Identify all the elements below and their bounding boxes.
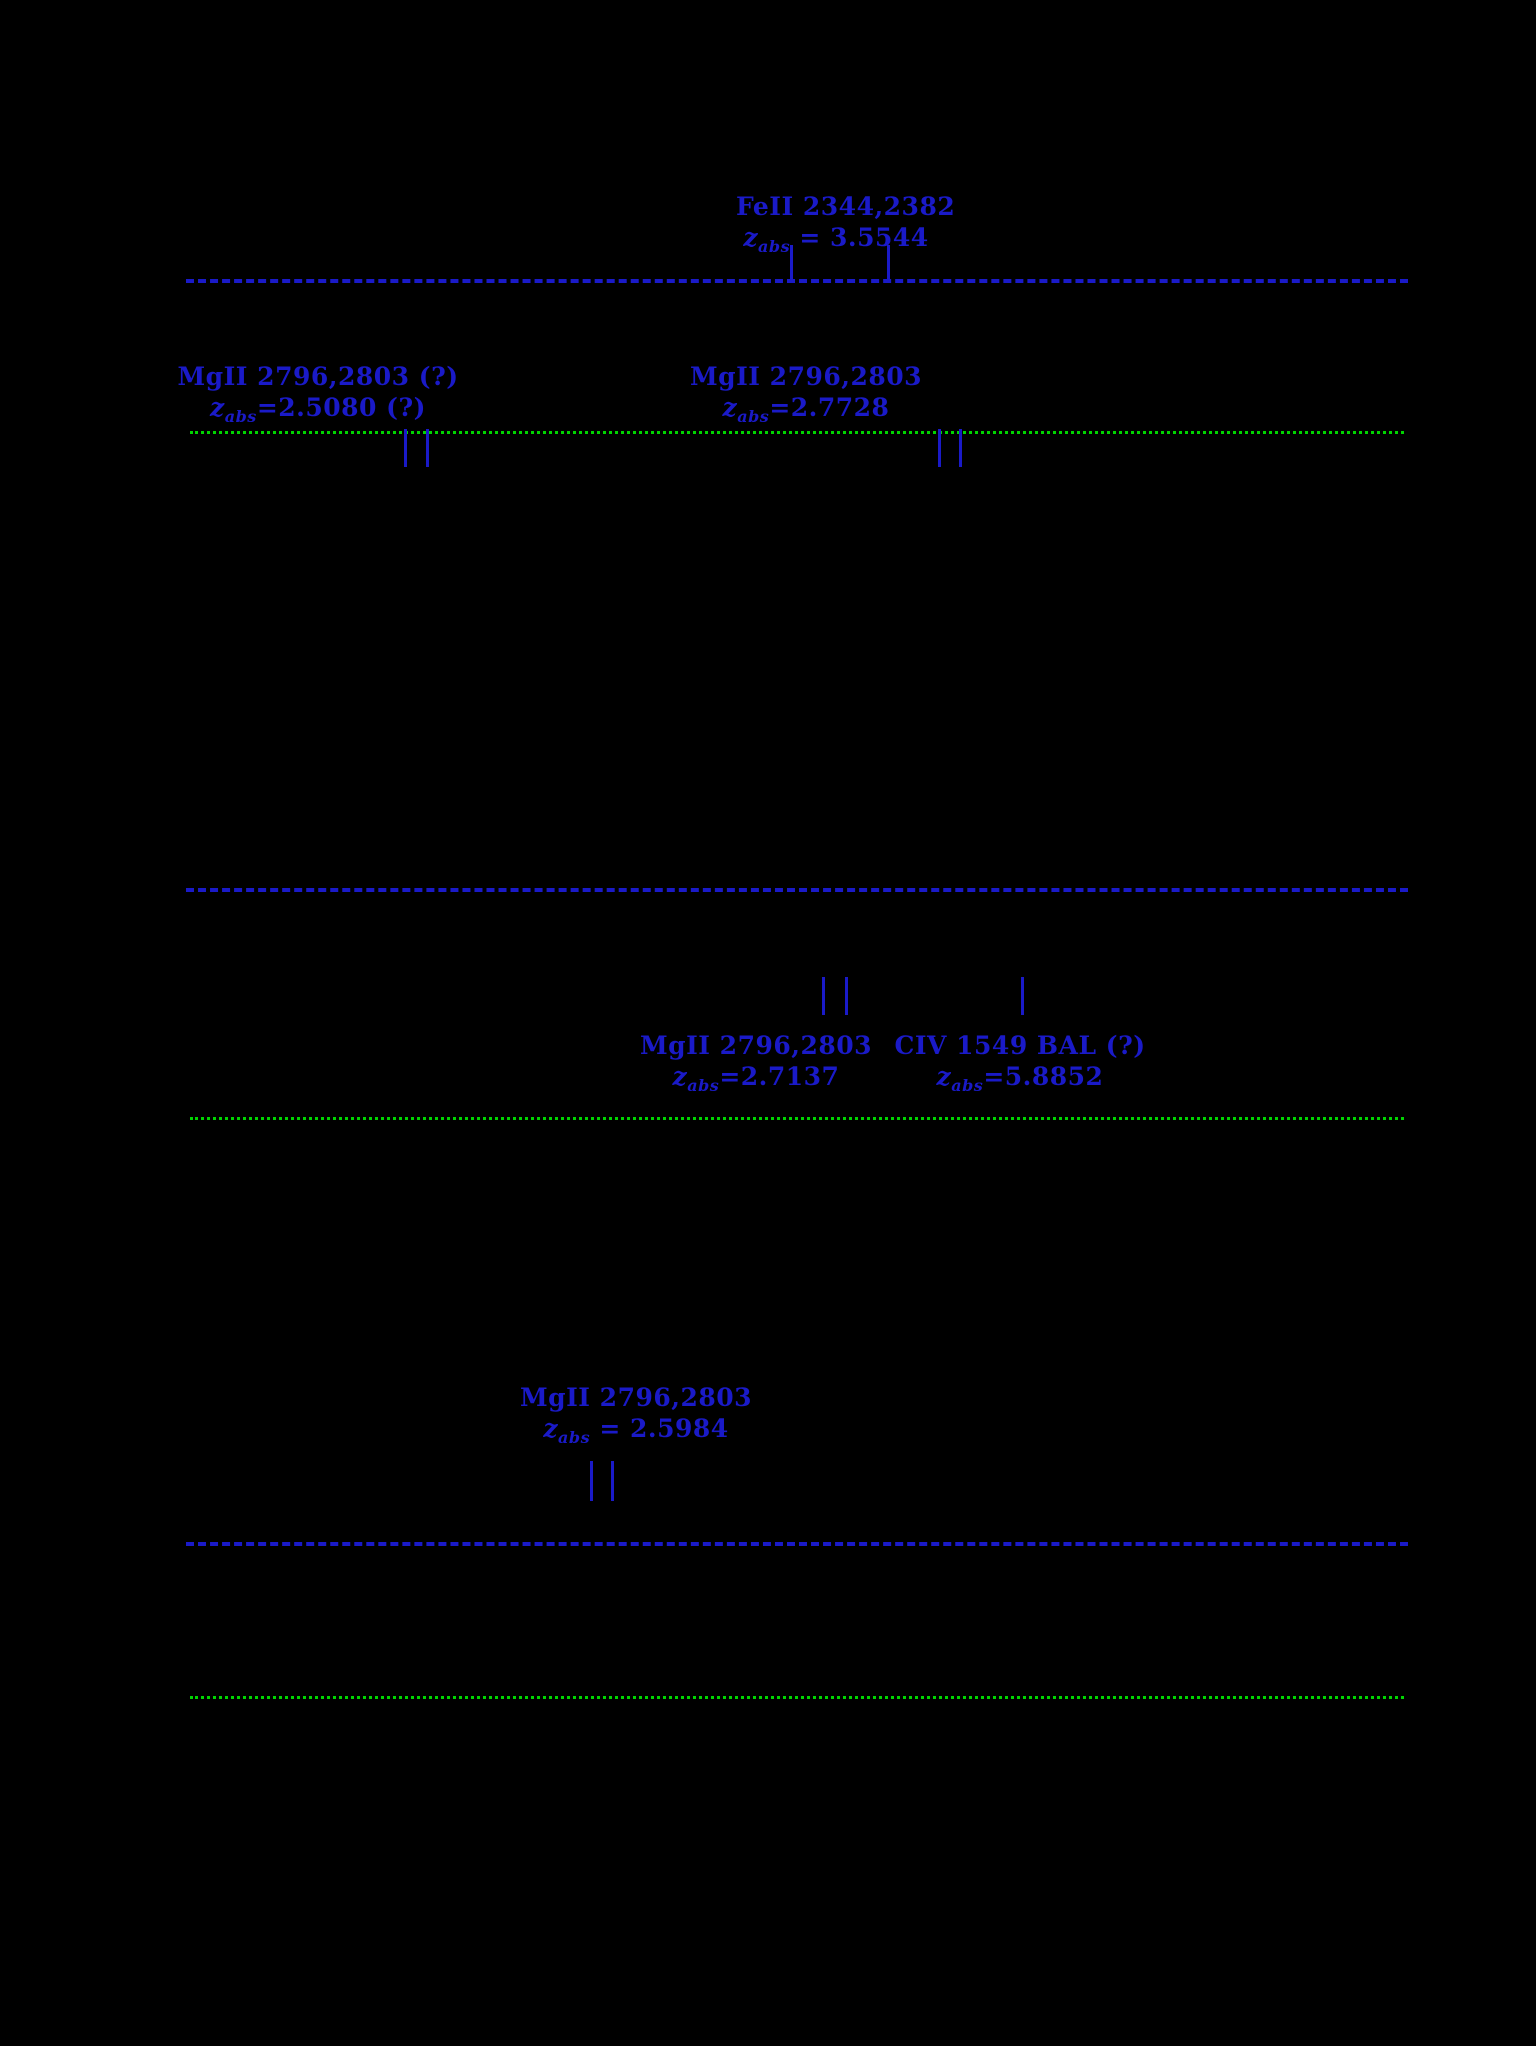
absorption-tick <box>790 245 793 283</box>
absorption-tick <box>404 429 407 467</box>
absorption-tick <box>426 429 429 467</box>
absorption-tick <box>959 429 962 467</box>
annotation-line-label: MgII 2796,2803 (?) <box>177 362 459 391</box>
absorption-tick <box>845 977 848 1015</box>
spectrum-trace-1 <box>186 279 1408 283</box>
absorption-tick <box>590 1461 593 1501</box>
spectrum-trace-3 <box>186 1542 1408 1546</box>
annotation-redshift-label: $z_{abs}=5.8852$ <box>936 1062 1104 1096</box>
annotation-line-label: MgII 2796,2803 <box>689 362 923 391</box>
annotation-civ-5p8852 <box>820 1030 1220 1096</box>
annotation-line-label: FeII 2344,2382 <box>736 192 956 221</box>
spectrum-trace-2 <box>186 888 1408 892</box>
annotation-line-label: CIV 1549 BAL (?) <box>894 1031 1146 1060</box>
zero-level-line-1 <box>190 431 1404 434</box>
annotation-feii-3p5544 <box>736 191 956 257</box>
zero-level-line-3 <box>190 1696 1404 1699</box>
absorption-tick <box>887 245 890 283</box>
absorption-tick <box>1021 977 1024 1015</box>
absorption-tick <box>822 977 825 1015</box>
annotation-redshift-label: $z_{abs}=2.5080$ (?) <box>210 393 426 427</box>
annotation-mgii-2p7728 <box>606 361 1006 427</box>
annotation-mgii-2p5984 <box>436 1382 836 1448</box>
annotation-redshift-label: $z_{abs} = 2.5984$ <box>543 1414 729 1448</box>
annotation-mgii-2p5080 <box>118 361 518 427</box>
annotation-line-label: MgII 2796,2803 <box>639 1031 873 1060</box>
annotation-redshift-label: $z_{abs}=2.7728$ <box>722 393 890 427</box>
absorption-tick <box>611 1461 614 1501</box>
annotation-redshift-label: $z_{abs}=2.7137$ <box>672 1062 840 1096</box>
zero-level-line-2 <box>190 1117 1404 1120</box>
absorption-tick <box>938 429 941 467</box>
annotation-line-label: MgII 2796,2803 <box>519 1383 753 1412</box>
annotation-redshift-label: $z_{abs} = 3.5544$ <box>743 223 929 257</box>
